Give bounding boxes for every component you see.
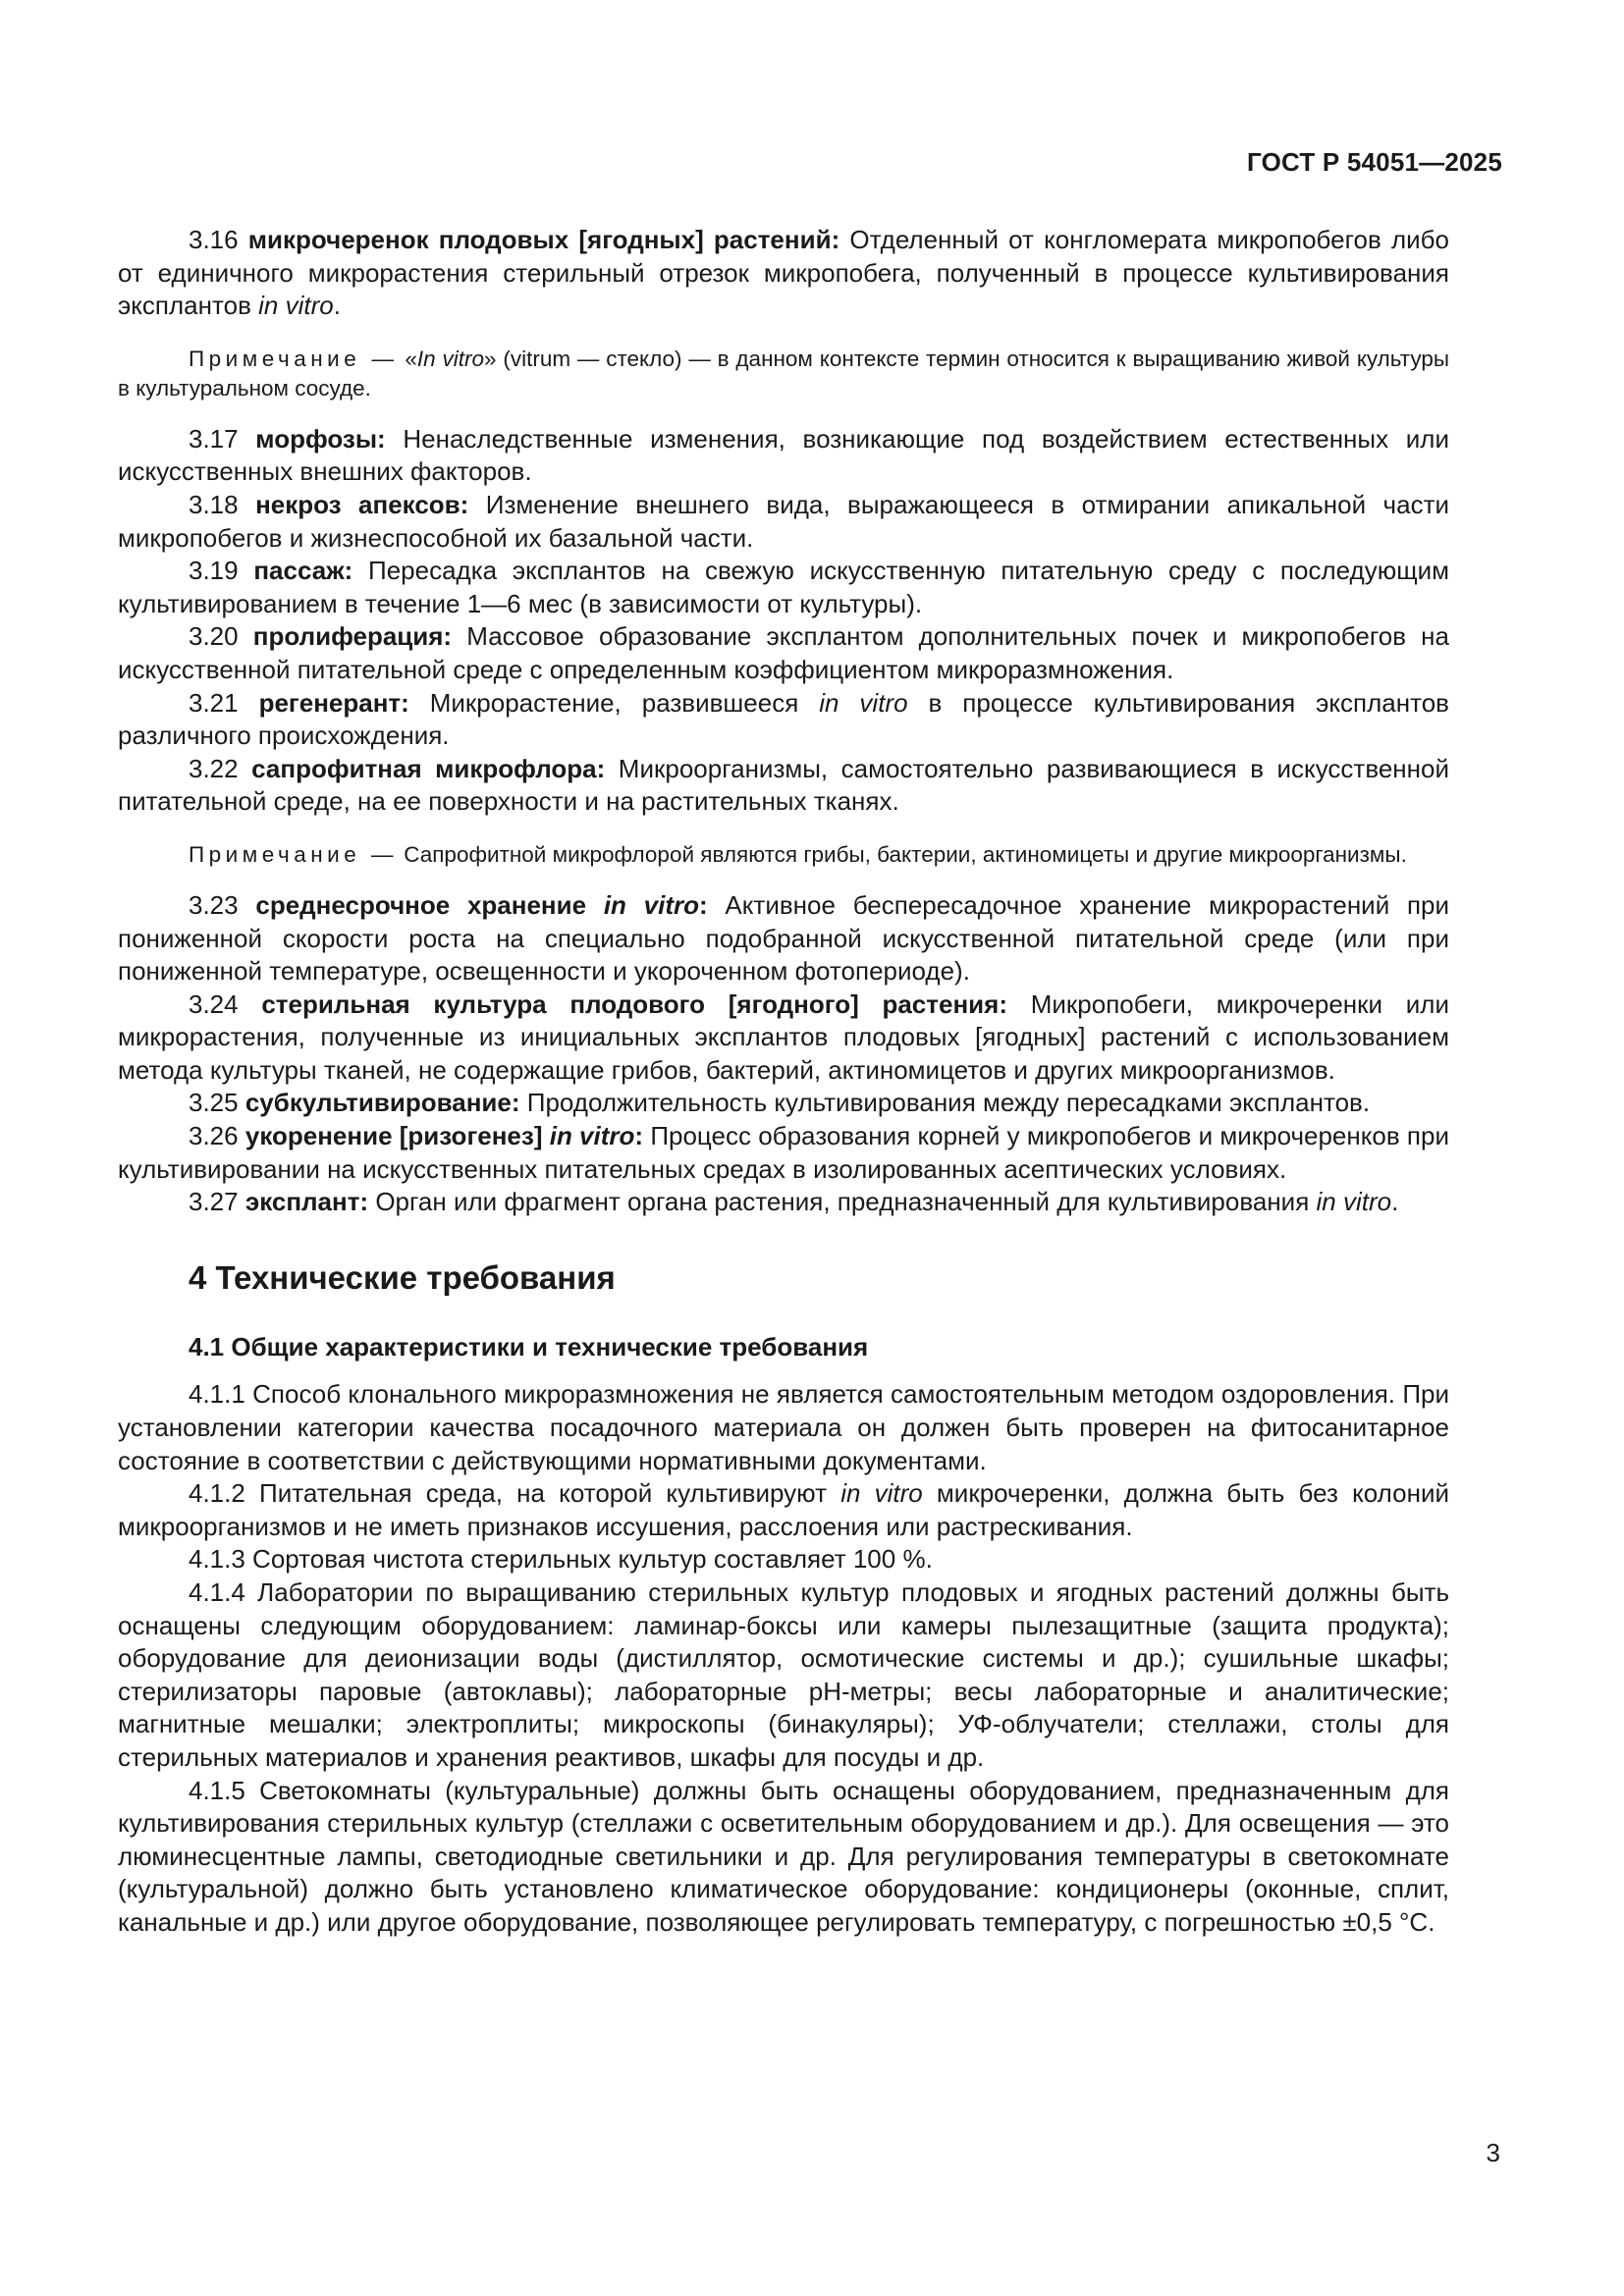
spacer [118,1219,1449,1258]
term-number: 3.16 [189,225,239,254]
term-definition: Активное беспересадочное хранение микрорастений при пониженной скорости роста на специально подобранной искусственной питательной среде (или при пониженной температуре, освещенности и укороченном фотопериоде). [118,889,1450,987]
term-number: 3.20 [189,621,239,652]
italic-text: in vitro [819,687,908,718]
note-text: Сапрофитной микрофлорой являются грибы, бактерии, актиномицеты и другие микроорганизмы. [397,841,1407,867]
document-id-header: ГОСТ Р 54051—2025 [1247,147,1502,177]
spacer [118,403,1449,423]
term-definition: Продолжительность культивирования между пересадками эксплантов. [519,1088,1371,1118]
page-number: 3 [1486,2138,1500,2167]
term-item-3-20 [118,620,1449,686]
document-body [118,224,1449,1940]
paragraph-text: 4.1.3 Сортовая чистота стерильных культур составляет 100 %. [189,1544,933,1575]
term-number: 3.25 [189,1088,239,1118]
definition-tail: . [1391,1187,1399,1217]
spacer [118,870,1449,889]
term-definition: Процесс образования корней у микропобегов и микрочеренков при культивировании на искусственных питательных средах в изолированных асептических условиях. [118,1121,1449,1184]
italic-text: in vitro [1316,1187,1392,1217]
term-number: 3.18 [189,489,239,519]
term-number: 3.22 [189,753,239,783]
term-definition: Отделенный от конгломерата микропобегов либо от единичного микрорастения стерильный отрезок микропобега, полученный в процессе культивирования эксплантов [118,225,1449,321]
term-name: сапрофитная микрофлора: [251,753,606,783]
term-name-italic: in vitro [603,889,700,920]
term-name: морфозы: [255,423,386,454]
term-item-3-21 [118,687,1449,753]
italic-text: in vitro [258,291,334,321]
term-name: пролиферация: [252,621,453,652]
term-item-3-16 [118,224,1449,323]
italic-text: in vitro [840,1478,923,1509]
term-number: 3.19 [189,556,239,586]
spacer [118,1298,1449,1331]
spacer [118,323,1449,345]
paragraph-text: 4.1.5 Светокомнаты (культуральные) должны быть оснащены оборудованием, предназначенным для культивирования стерильных культур (стеллажи с осветительным оборудованием и др.). Для освещения — это люминесцентные лампы, светодиодные светильники и др. Для регулирования температуры в светокомнате (культуральной) должно быть установлено климатическое оборудование: кондиционеры (оконные, сплит, канальные и др.) или другое оборудование, позволяющее регулировать температуру, с погрешностью ±0,5 °С. [118,1775,1449,1937]
term-item-3-23 [118,889,1449,988]
term-number: 3.24 [189,988,239,1019]
term-definition: Изменение внешнего вида, выражающееся в отмирании апикальной части микропобегов и жизнеспособной их базальной части. [118,489,1449,553]
term-name: стерильная культура плодового [ягодного] растения: [261,988,1007,1019]
paragraph-text: 4.1.1 Способ клонального микроразмножения не является самостоятельным методом оздоровления. При установлении категории качества посадочного материала он должен быть проверен на фитосанитарное состояние в соответствии с действующими нормативными документами. [118,1379,1449,1475]
definition-tail: . [333,291,341,321]
definition-tail: в процессе культивирования эксплантов различного происхождения. [118,687,1449,751]
section-heading: 4 Технические требования [189,1258,616,1296]
note-label: Примечание — [189,841,398,867]
term-number: 3.27 [189,1187,239,1217]
note-text: » (vitrum — стекло) — в данном контексте термин относится к выращиванию живой культуры в культуральном сосуде. [118,346,1450,400]
term-name [255,890,707,920]
term-definition: Пересадка эксплантов на свежую искусственную питательную среду с последующим культивированием в течение 1—6 мес (в зависимости от культуры). [118,556,1449,618]
term-definition: Микрорастение, развившееся [408,687,820,718]
note-3-22 [118,840,1449,870]
note-text-pre: « [398,346,417,371]
term-name-tail: : [634,1121,644,1151]
term-item-3-24 [118,988,1449,1088]
term-name-text: укоренение [ризогенез] [244,1121,550,1151]
term-definition: Микропобеги, микрочеренки или микрорастения, полученные из инициальных эксплантов плодовых [ягодных] растений с использованием метода культуры тканей, не содержащие грибов, бактерий, актиномицетов и других микроорганизмов. [118,988,1450,1085]
note-label: Примечание — [189,346,399,371]
note-3-16 [118,345,1449,403]
term-name: пассаж: [253,556,353,586]
term-name: некроз апексов: [255,489,469,519]
term-definition: Массовое образование эксплантом дополнительных почек и микропобегов на искусственной питательной среде с определенным коэффициентом микроразмножения. [118,621,1449,684]
term-name [245,1121,643,1150]
paragraph-4-1-4 [118,1576,1449,1775]
term-name-tail: : [699,889,708,920]
term-number: 3.26 [189,1121,239,1151]
paragraph-4-1-5 [118,1775,1449,1940]
term-definition: Орган или фрагмент органа растения, предназначенный для культивирования [368,1187,1317,1217]
term-item-3-18 [118,489,1449,555]
term-name: эксплант: [244,1187,369,1217]
term-item-3-22 [118,753,1449,819]
term-item-3-27 [118,1186,1449,1219]
term-definition: Микроорганизмы, самостоятельно развивающиеся в искусственной питательной среде, на ее поверхности и на растительных тканях. [118,753,1449,817]
subsection-heading: 4.1 Общие характеристики и технические требования [189,1331,869,1362]
term-name: микрочеренок плодовых [ягодных] растений: [247,225,840,254]
term-item-3-26 [118,1120,1449,1186]
spacer [118,1363,1449,1378]
term-name: регенерант: [258,687,409,718]
term-item-3-25 [118,1087,1449,1120]
term-name-text: среднесрочное хранение [255,889,604,920]
paragraph-tail: микрочеренки, должна быть без колоний микроорганизмов и не иметь признаков иссушения, расслоения или растрескивания. [118,1478,1449,1541]
paragraph-4-1-2 [118,1477,1449,1543]
term-definition: Ненаследственные изменения, возникающие под воздействием естественных или искусственных внешних факторов. [118,423,1449,487]
paragraph-text: 4.1.2 Питательная среда, на которой культивируют [189,1478,841,1509]
spacer [118,819,1449,840]
term-name: субкультивирование: [244,1088,520,1118]
term-number: 3.23 [189,889,239,920]
paragraph-text: 4.1.4 Лаборатории по выращиванию стерильных культур плодовых и ягодных растений должны быть оснащены следующим оборудованием: ламинар-боксы или камеры пылезащитные (защита продукта); оборудование для деионизации воды (дистиллятор, осмотические системы и др.); сушильные шкафы; стерилизаторы паровые (автоклавы); лабораторные pH-метры; весы лабораторные и аналитические; магнитные мешалки; электроплиты; микроскопы (бинакуляры); УФ-облучатели; стеллажи, столы для стерильных материалов и хранения реактивов, шкафы для посуды и др. [118,1577,1449,1772]
term-name-italic: in vitro [549,1121,635,1151]
paragraph-4-1-3 [118,1543,1449,1576]
term-item-3-17 [118,423,1449,489]
paragraph-4-1-1 [118,1378,1449,1477]
term-item-3-19 [118,555,1449,620]
term-number: 3.21 [189,687,239,718]
note-italic: In vitro [416,346,484,371]
term-number: 3.17 [189,423,239,454]
